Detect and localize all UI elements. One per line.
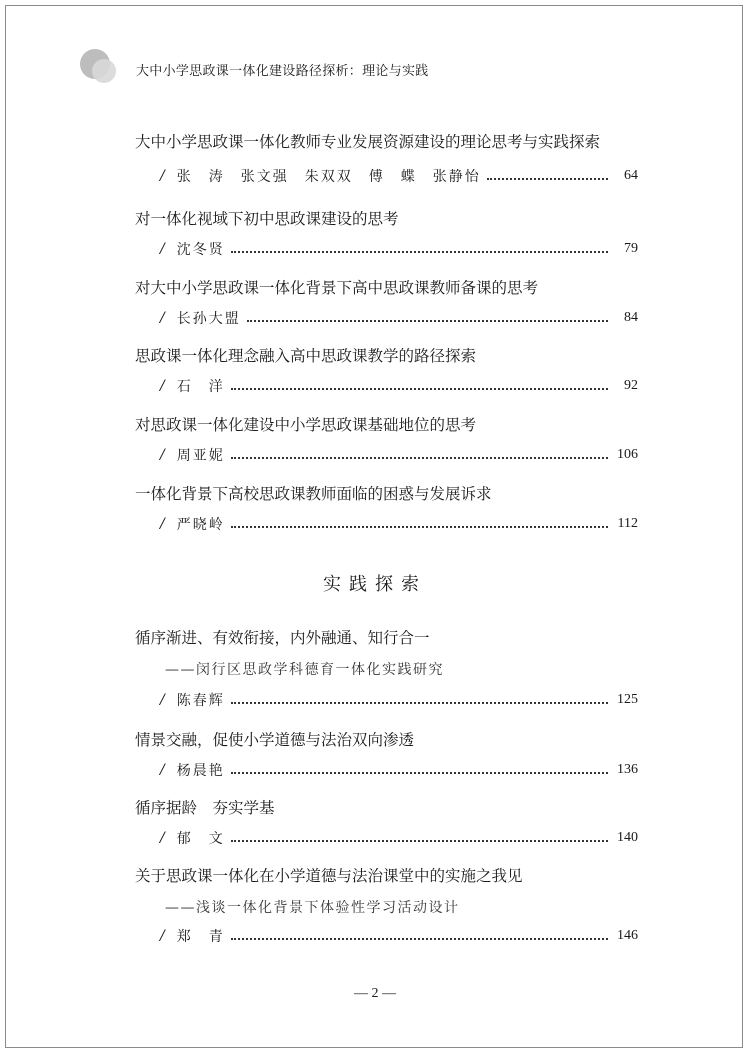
entry-page: 106 — [617, 447, 638, 462]
entry-page: 146 — [617, 928, 638, 943]
dot-leader — [231, 457, 608, 459]
author-line — [160, 690, 638, 710]
entry-subtitle: ——浅谈一体化背景下体验性学习活动设计 — [165, 900, 460, 916]
book-logo-icon — [78, 45, 120, 87]
dot-leader — [231, 938, 608, 940]
dot-leader — [231, 840, 608, 842]
entry-author: 郑 青 — [176, 929, 225, 945]
author-line — [160, 376, 638, 396]
slash-mark: / — [160, 692, 165, 708]
section-heading: 实践探索 — [323, 574, 427, 595]
entry-author: 长孙大盟 — [176, 311, 241, 327]
dot-leader — [231, 772, 608, 774]
author-line — [160, 760, 638, 780]
slash-mark: / — [160, 762, 165, 778]
entry-author: 杨晨艳 — [176, 763, 225, 779]
entry-page: 84 — [624, 310, 638, 325]
running-header: 大中小学思政课一体化建设路径探析：理论与实践 — [136, 64, 429, 79]
author-line — [160, 828, 638, 848]
author-line — [160, 445, 638, 465]
entry-page: 140 — [617, 830, 638, 845]
slash-mark: / — [160, 516, 165, 532]
dot-leader — [231, 702, 608, 704]
page-number: — 2 — — [354, 986, 396, 1001]
slash-mark: / — [160, 378, 165, 394]
entry-page: 125 — [617, 692, 638, 707]
entry-title: 思政课一体化理念融入高中思政课教学的路径探索 — [135, 347, 477, 365]
author-line — [160, 239, 638, 259]
author-line — [160, 926, 638, 946]
entry-author: 沈冬贤 — [176, 242, 225, 258]
entry-page: 64 — [624, 168, 638, 183]
entry-title: 情景交融，促使小学道德与法治双向渗透 — [135, 731, 415, 749]
entry-title: 对大中小学思政课一体化背景下高中思政课教师备课的思考 — [135, 279, 539, 297]
entry-author: 严晓岭 — [176, 517, 225, 533]
entry-page: 92 — [624, 378, 638, 393]
slash-mark: / — [160, 830, 165, 846]
slash-mark: / — [160, 241, 165, 257]
dot-leader — [231, 388, 608, 390]
slash-mark: / — [160, 168, 165, 184]
dot-leader — [487, 178, 608, 180]
entry-author: 张 涛 张文强 朱双双 傅 蝶 张静怡 — [176, 169, 481, 185]
entry-subtitle: ——闵行区思政学科德育一体化实践研究 — [165, 662, 444, 678]
dot-leader — [247, 320, 608, 322]
entry-author: 周亚妮 — [176, 448, 225, 464]
entry-page: 136 — [617, 762, 638, 777]
entry-page: 112 — [617, 516, 638, 531]
slash-mark: / — [160, 928, 165, 944]
entry-author: 陈春辉 — [176, 693, 225, 709]
author-line — [160, 166, 638, 186]
entry-title: 循序渐进、有效衔接，内外融通、知行合一 — [135, 629, 430, 647]
author-line — [160, 514, 638, 534]
entry-title: 对一体化视域下初中思政课建设的思考 — [135, 210, 399, 228]
slash-mark: / — [160, 447, 165, 463]
slash-mark: / — [160, 310, 165, 326]
entry-title: 循序据龄 夯实学基 — [135, 799, 275, 817]
entry-title: 大中小学思政课一体化教师专业发展资源建设的理论思考与实践探索 — [135, 133, 601, 151]
entry-title: 关于思政课一体化在小学道德与法治课堂中的实施之我见 — [135, 867, 523, 885]
entry-author: 石 洋 — [176, 379, 225, 395]
dot-leader — [231, 526, 608, 528]
entry-author: 郁 文 — [176, 831, 225, 847]
dot-leader — [231, 251, 608, 253]
author-line — [160, 308, 638, 328]
entry-title: 一体化背景下高校思政课教师面临的困惑与发展诉求 — [135, 485, 492, 503]
entry-page: 79 — [624, 241, 638, 256]
entry-title: 对思政课一体化建设中小学思政课基础地位的思考 — [135, 416, 477, 434]
